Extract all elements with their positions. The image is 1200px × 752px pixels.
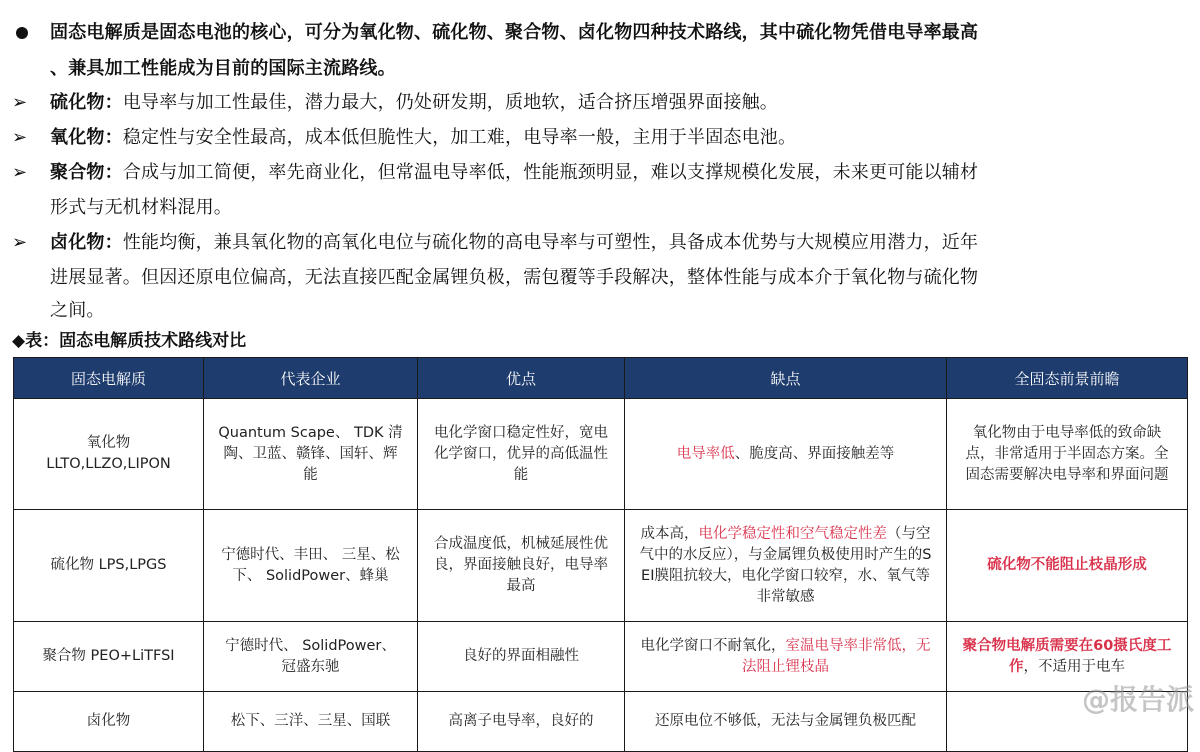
arrow-bullet-icon: ➢: [12, 162, 28, 183]
outlook-cell: [947, 510, 1188, 622]
header-cell: 固态电解质: [14, 358, 204, 399]
arrow-bullet-icon: ➢: [12, 127, 28, 148]
header-cell: 全固态前景前瞻: [947, 358, 1188, 399]
bullet-dot-icon: [16, 27, 28, 39]
pros-cell: 电化学窗口稳定性好，宽电化学窗口，优异的高低温性能: [418, 399, 625, 510]
intro-line-1: 固态电解质是固态电池的核心，可分为氧化物、硫化物、聚合物、卤化物四种技术路线，其中硫化物凭借电导率最高: [50, 22, 979, 43]
point-term: 硫化物：: [50, 92, 123, 113]
cons-text: （与空气中的水反应），与金属锂负极使用时产生的SEI膜阻抗较大，电化学窗口较窄，水、氧气等非常敏感: [639, 525, 932, 605]
outlook-text: ，不适用于电车: [1023, 658, 1125, 675]
cons-highlight: 室温电导率非常低，无法阻止锂枝晶: [742, 637, 931, 675]
table-row: [14, 399, 1188, 510]
cons-cell: [625, 399, 947, 510]
intro-line-2: 、兼具加工性能成为目前的国际主流路线。: [50, 58, 396, 79]
header-cell: 代表企业: [204, 358, 418, 399]
pros-cell: 良好的界面相融性: [418, 622, 625, 692]
type-cell: 硫化物 LPS,LPGS: [14, 510, 204, 622]
cons-highlight: 电化学稳定性和空气稳定性差: [698, 525, 887, 542]
table-row: [14, 692, 1188, 752]
point-sulfide: [50, 86, 778, 120]
point-term: 卤化物：: [50, 232, 123, 253]
point-polymer: [50, 156, 978, 190]
table-row: [14, 510, 1188, 622]
point-text: 电导率与加工性最佳，潜力最大，仍处研发期，质地软，适合挤压增强界面接触。: [122, 92, 779, 113]
type-cell: 聚合物 PEO+LiTFSI: [14, 622, 204, 692]
companies-cell: 宁德时代、 SolidPower、冠盛东驰: [204, 622, 418, 692]
arrow-bullet-icon: ➢: [12, 232, 28, 253]
cons-cell: 还原电位不够低，无法与金属锂负极匹配: [625, 692, 947, 752]
point-halide-cont-1: 进展显著。但因还原电位偏高，无法直接匹配金属锂负极，需包覆等手段解决，整体性能与成本介于氧化物与硫化物: [50, 267, 979, 288]
table-row: [14, 622, 1188, 692]
table-header-row: [14, 358, 1188, 399]
point-term: 氧化物：: [50, 127, 123, 148]
cons-cell: [625, 510, 947, 622]
point-halide: [50, 226, 978, 260]
arrow-bullet-icon: ➢: [12, 92, 28, 113]
comparison-table: [13, 357, 1188, 752]
cons-text: 成本高，: [640, 525, 699, 542]
point-term: 聚合物：: [50, 162, 123, 183]
point-text: 性能均衡，兼具氧化物的高氧化电位与硫化物的高电导率与可塑性，具备成本优势与大规模应用潜力，近年: [122, 232, 979, 253]
companies-cell: 宁德时代、丰田、 三星、松下、 SolidPower、蜂巢: [204, 510, 418, 622]
pros-cell: 合成温度低，机械延展性优良，界面接触良好，电导率最高: [418, 510, 625, 622]
point-text: 合成与加工简便，率先商业化，但常温电导率低，性能瓶颈明显，难以支撑规模化发展，未来更可能以辅材: [122, 162, 979, 183]
cons-cell: [625, 622, 947, 692]
type-cell: 氧化物 LLTO,LLZO,LIPON: [14, 399, 204, 510]
cons-text: 电化学窗口不耐氧化，: [640, 637, 786, 654]
point-text: 稳定性与安全性最高，成本低但脆性大，加工难，电导率一般，主用于半固态电池。: [122, 127, 797, 148]
table-title: ◆表：固态电解质技术路线对比: [12, 331, 247, 351]
outlook-highlight: 硫化物不能阻止枝晶形成: [987, 557, 1147, 573]
type-cell: 卤化物: [14, 692, 204, 752]
cons-highlight: 电导率低: [676, 445, 735, 462]
point-polymer-cont: 形式与无机材料混用。: [50, 197, 232, 218]
header-cell: 优点: [418, 358, 625, 399]
outlook-cell: 氧化物由于电导率低的致命缺点，非常适用于半固态方案。全固态需要解决电导率和界面问题: [947, 399, 1188, 510]
outlook-highlight: 聚合物电解质需要在60摄氏度工作: [962, 637, 1172, 675]
cons-text: 、脆度高、界面接触差等: [734, 445, 895, 462]
point-halide-cont-2: 之间。: [50, 300, 105, 321]
point-oxide: [50, 121, 796, 155]
companies-cell: Quantum Scape、 TDK 清陶、卫蓝、赣锋、国轩、辉能: [204, 399, 418, 510]
watermark: @报告派: [1081, 683, 1194, 716]
companies-cell: 松下、三洋、三星、国联: [204, 692, 418, 752]
header-cell: 缺点: [625, 358, 947, 399]
pros-cell: 高离子电导率，良好的: [418, 692, 625, 752]
